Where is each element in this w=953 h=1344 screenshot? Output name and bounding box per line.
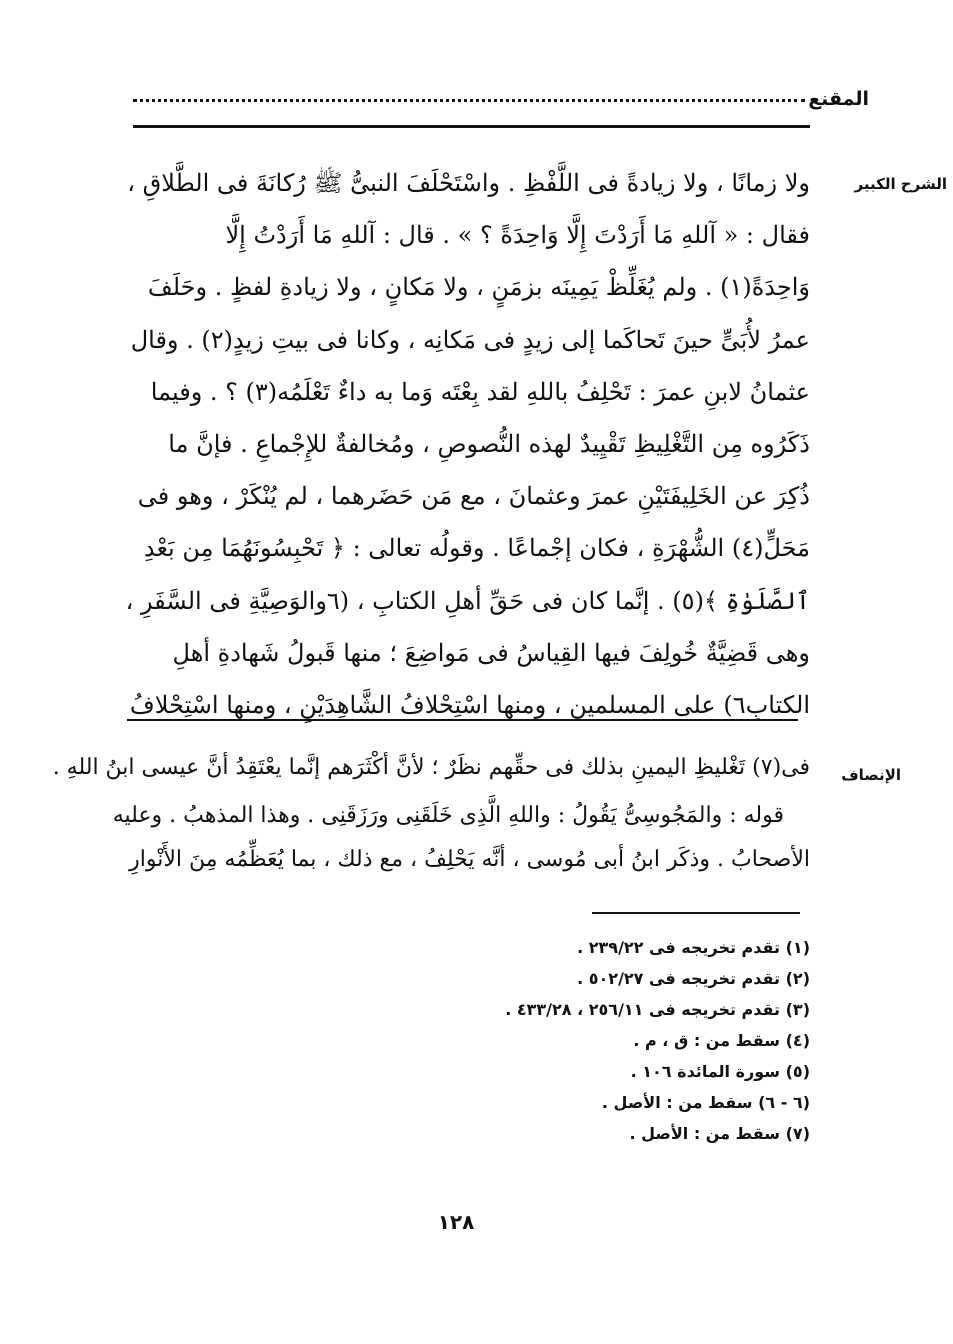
insaf-body bbox=[52, 746, 810, 882]
sharh-line: ٱلصَّلَوٰةِ ﴾(٥) . إنَّما كان فى حَقِّ أهلِ الكتابِ ، (٦والوَصِيَّةِ فى السَّفَرِ ، bbox=[125, 586, 810, 615]
sharh-line: مَحَلٍّ(٤) الشُّهْرَةِ ، فكان إجْماعًا . وقولُه تعالى : ﴿ تَحْبِسُونَهُمَا مِن بَعْدِ bbox=[143, 534, 810, 563]
sharh-line: وهى قَضِيَّةٌ خُولِفَ فيها القِياسُ فى مَواضِعَ ؛ منها قَبولُ شَهادةِ أهلِ bbox=[172, 638, 810, 667]
footnote-rule bbox=[592, 912, 800, 914]
sharh-line: وَاحِدَةً(١) . ولم يُغَلِّظْ يَمِينَه بزمَنٍ ، ولا مَكانٍ ، ولا زيادةِ لفظٍ . وحَلَفَ bbox=[147, 273, 810, 302]
footnote-item: (٥) سورة المائدة ١٠٦ . bbox=[630, 1062, 810, 1081]
insaf-line: فى(٧) تَغْليظِ اليمينِ بذلك فى حقِّهم نظَرٌ ؛ لأنَّ أكْثَرَهم إنَّما يعْتَقِدُ أنَّ عيسى ابنُ اللهِ . bbox=[52, 755, 810, 780]
book-title-header: المقنع bbox=[808, 88, 869, 110]
insaf-line: الأصحابُ . وذكَر ابنُ أبى مُوسى ، أنَّه يَحْلِفُ ، مع ذلك ، بما يُعَظِّمُه مِنَ الأَنْوارِ bbox=[129, 847, 810, 872]
sharh-line: ولا زمانًا ، ولا زيادةً فى اللَّفْظِ . واسْتَحْلَفَ النبىُّ ﷺ رُكانَةَ فى الطَّلاقِ ، bbox=[127, 169, 810, 197]
footnote-item: (٢) تقدم تخريجه فى ٥٠٢/٢٧ . bbox=[577, 969, 810, 988]
footnote-item: (١) تقدم تخريجه فى ٢٣٩/٢٢ . bbox=[577, 938, 810, 957]
sharh-body bbox=[125, 157, 810, 731]
sharh-section-label: الشرح الكبير bbox=[854, 175, 947, 193]
footnote-item: (٤) سقط من : ق ، م . bbox=[633, 1031, 810, 1050]
sharh-line: فقال : « آللهِ مَا أَرَدْتَ إِلَّا وَاحِدَةً ؟ » . قال : آللهِ مَا أَرَدْتُ إِلَّا bbox=[225, 221, 810, 250]
footnotes bbox=[430, 932, 810, 1149]
sharh-line: الكتابِ٦) على المسلمين ، ومنها اسْتِحْلافُ الشَّاهِدَيْنِ ، ومنها اسْتِحْلافُ bbox=[129, 691, 810, 720]
insaf-line: قوله : والمَجُوسِىُّ يَقُولُ : واللهِ الَّذِى خَلَقَنِى ورَزَقَنِى . وهذا المذهبُ . وعليه bbox=[112, 803, 784, 828]
header-dotted-leader bbox=[133, 88, 805, 102]
footnote-item: (٦ - ٦) سقط من : الأصل . bbox=[601, 1093, 810, 1112]
sharh-line: ذَكَرُوه مِن التَّغْلِيظِ تَقْيِيدٌ لهذه النُّصوصِ ، ومُخالفةٌ للإِجْماعِ . فإنَّ ما bbox=[168, 430, 810, 459]
sharh-line: عمرُ لأُبَىٍّ حينَ تَحاكَما إلى زيدٍ فى مَكانِه ، وكانا فى بيتِ زيدٍ(٢) . وقال bbox=[130, 325, 810, 354]
footnote-item: (٣) تقدم تخريجه فى ٢٥٦/١١ ، ٤٣٣/٢٨ . bbox=[505, 1000, 810, 1019]
page-number: ١٢٨ bbox=[437, 1210, 475, 1234]
sharh-line: عثمانُ لابنِ عمرَ : تَحْلِفُ باللهِ لقد بِعْتَه وَما به داءٌ تَعْلَمُه(٣) ؟ . وفيما bbox=[150, 377, 810, 406]
header-rule bbox=[133, 125, 810, 128]
footnote-item: (٧) سقط من : الأصل . bbox=[629, 1124, 810, 1143]
insaf-section-label: الإنصاف bbox=[841, 766, 901, 784]
sharh-line: ذُكِرَ عن الخَلِيفَتَيْنِ عمرَ وعثمانَ ، مع مَن حَضَرهما ، لم يُنْكَرْ ، وهو فى bbox=[137, 482, 810, 511]
section-divider bbox=[127, 719, 798, 721]
